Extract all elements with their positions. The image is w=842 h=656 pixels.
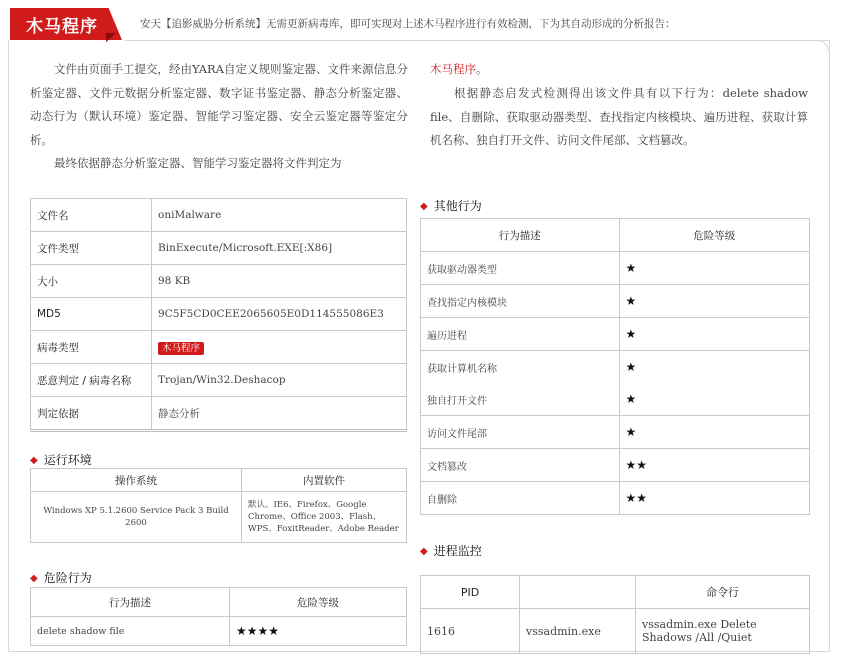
col-process-name: [520, 576, 636, 609]
process-table: [420, 575, 810, 654]
verdict-highlight: 木马程序: [430, 62, 476, 76]
table-row: [421, 252, 810, 285]
row-label: MD5: [31, 298, 152, 331]
col-desc: 行为描述: [421, 219, 620, 252]
risk-stars: ★: [619, 252, 809, 285]
behavior-desc: 获取计算机名称: [421, 351, 620, 384]
row-label: 判定依据: [31, 397, 152, 431]
col-os: 操作系统: [31, 469, 242, 492]
env-section-title: [30, 451, 92, 468]
table-header-row: [31, 469, 407, 492]
table-row: [31, 331, 407, 364]
risk-stars: ★★: [619, 482, 809, 515]
risk-stars: ★: [619, 383, 809, 416]
table-row: [31, 199, 407, 232]
row-label: 大小: [31, 265, 152, 298]
cmd-value: vssadmin.exe Delete Shadows /All /Quiet: [636, 609, 810, 654]
row-value: [152, 331, 407, 364]
behavior-desc: 查找指定内核模块: [421, 285, 620, 318]
table-header-row: [421, 576, 810, 609]
file-info-table: [30, 198, 407, 432]
intro-text: 安天【追影威胁分析系统】无需更新病毒库，即可实现对上述木马程序进行有效检测，下为其自动形成的分析报告：: [140, 18, 676, 30]
row-label: 文件名: [31, 199, 152, 232]
row-label: 文件类型: [31, 232, 152, 265]
behavior-desc: 文档篡改: [421, 449, 620, 482]
table-row: [421, 416, 810, 449]
table-row: [421, 351, 810, 384]
row-value: oniMalware: [152, 199, 407, 232]
behavior-desc: 访问文件尾部: [421, 416, 620, 449]
row-value: 静态分析: [152, 397, 407, 431]
row-value: 98 KB: [152, 265, 407, 298]
analysis-paragraph-3: 根据静态启发式检测得出该文件具有以下行为：delete shadow file、自删除、获取驱动器类型、查找指定内核模块、遍历进程、获取计算机名称、独自打开文件、访问文件尾部、文档篡改。: [430, 86, 808, 147]
badge-fold: [106, 33, 116, 42]
row-value: BinExecute/Microsoft.EXE[:X86]: [152, 232, 407, 265]
bullet-icon: ◆: [30, 455, 38, 466]
col-software: 内置软件: [242, 469, 407, 492]
analysis-paragraph-1: 文件由页面手工提交，经由YARA自定义规则鉴定器、文件来源信息分析鉴定器、文件元数据分析鉴定器、数字证书鉴定器、静态分析鉴定器、动态行为（默认环境）鉴定器、智能学习鉴定器、安全云鉴定器等鉴定分析。: [30, 62, 408, 147]
section-badge: [10, 8, 122, 40]
behavior-desc: 获取驱动器类型: [421, 252, 620, 285]
bullet-icon: ◆: [420, 546, 428, 557]
bullet-icon: ◆: [30, 573, 38, 584]
col-level: 危险等级: [619, 219, 809, 252]
badge-title: 木马程序: [26, 17, 98, 37]
other-section-title: [420, 197, 482, 214]
col-level: 危险等级: [230, 588, 407, 617]
table-row: [421, 609, 810, 654]
analysis-paragraph-2: [30, 152, 408, 176]
risk-stars: ★: [619, 351, 809, 384]
table-row: [31, 232, 407, 265]
table-row: [31, 492, 407, 543]
col-desc: 行为描述: [31, 588, 230, 617]
table-row: [421, 482, 810, 515]
risk-stars: ★: [619, 318, 809, 351]
row-value: Trojan/Win32.Deshacop: [152, 364, 407, 397]
risk-section-title: [30, 569, 92, 586]
pid-value: 1616: [421, 609, 520, 654]
proc-section-title: [420, 542, 482, 559]
behavior-desc: 自删除: [421, 482, 620, 515]
risk-stars: ★: [619, 416, 809, 449]
software-value: 默认、IE6、Firefox、Google Chrome、Office 2003、Flash、WPS、FoxitReader、Adobe Reader: [242, 492, 407, 543]
table-row: [421, 318, 810, 351]
table-row: [31, 364, 407, 397]
risk-table: [30, 587, 407, 646]
os-value: Windows XP 5.1.2600 Service Pack 3 Build 2600: [31, 492, 242, 543]
table-row: [31, 617, 407, 646]
table-row: [421, 285, 810, 318]
risk-stars: ★: [619, 285, 809, 318]
verdict-lead: 最终依据静态分析鉴定器、智能学习鉴定器将文件判定为: [54, 156, 342, 170]
other-behavior-table: [420, 218, 810, 515]
risk-stars: ★★★★: [230, 617, 407, 646]
row-value: 9C5F5CD0CEE2065605E0D114555086E3: [152, 298, 407, 331]
bullet-icon: ◆: [420, 201, 428, 212]
behavior-desc: 独自打开文件: [421, 383, 620, 416]
col-pid: PID: [421, 576, 520, 609]
risk-stars: ★★: [619, 449, 809, 482]
table-header-row: [31, 588, 407, 617]
table-row: [421, 449, 810, 482]
table-header-row: [421, 219, 810, 252]
verdict-end: 。: [476, 62, 488, 76]
col-cmd: 命令行: [636, 576, 810, 609]
table-row: [31, 298, 407, 331]
table-row: [31, 265, 407, 298]
header-rule: [125, 40, 830, 41]
virus-type-badge: 木马程序: [158, 342, 204, 355]
table-row: [421, 383, 810, 416]
row-label: 恶意判定 / 病毒名称: [31, 364, 152, 397]
other-title-text: 其他行为: [433, 199, 482, 213]
env-title-text: 运行环境: [43, 453, 92, 467]
risk-title-text: 危险行为: [43, 571, 92, 585]
behavior-desc: 遍历进程: [421, 318, 620, 351]
proc-title-text: 进程监控: [433, 544, 482, 558]
analysis-verdict-continued: [430, 58, 808, 82]
process-name: vssadmin.exe: [520, 609, 636, 654]
table-row: [31, 397, 407, 431]
row-label: 病毒类型: [31, 331, 152, 364]
behavior-desc: delete shadow file: [31, 617, 230, 646]
env-table: [30, 468, 407, 543]
